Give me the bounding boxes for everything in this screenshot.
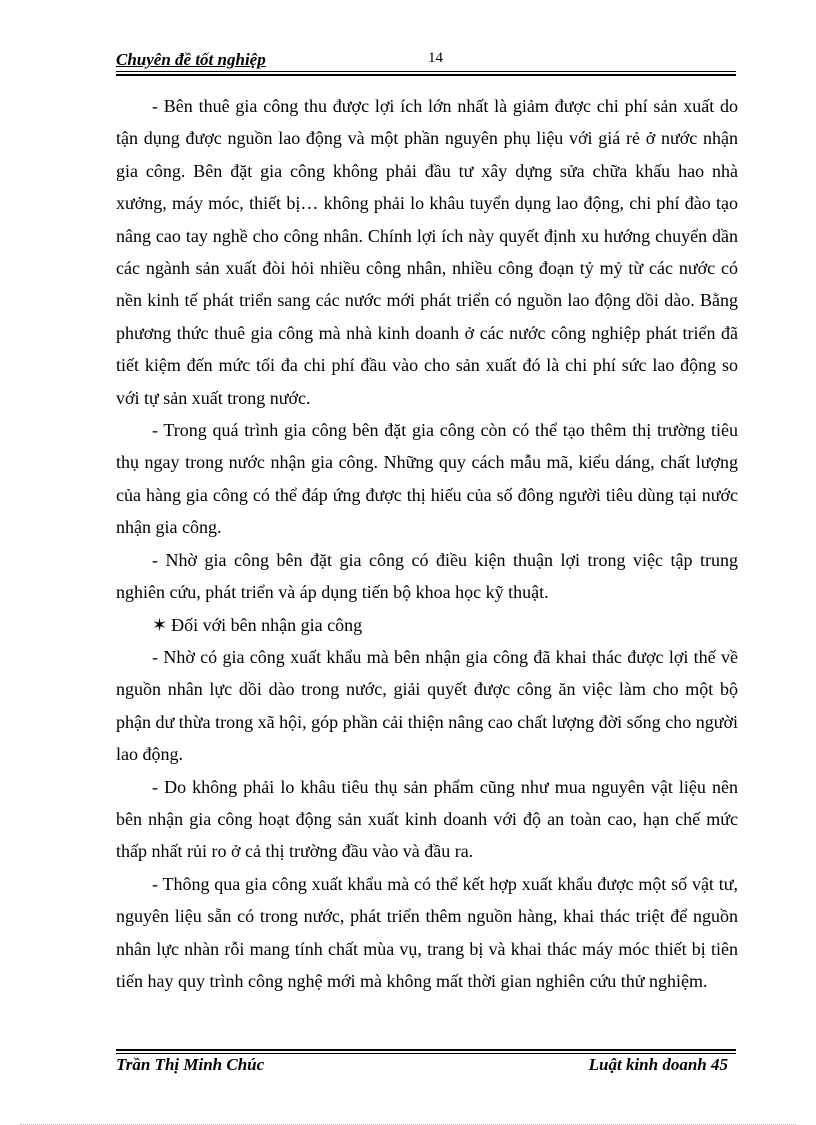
header-rule-thick <box>116 74 736 76</box>
paragraph: - Trong quá trình gia công bên đặt gia công còn có thể tạo thêm thị trường tiêu thụ ngay trong nước nhận gia công. Những quy cách mẫu mã, kiểu dáng, chất lượng của hàng gia công có thể đáp ứng được thị hiếu của số đông người tiêu dùng tại nước nhận gia công. <box>116 420 738 538</box>
footer-author: Trần Thị Minh Chúc <box>116 1055 265 1074</box>
paragraph: - Nhờ có gia công xuất khẩu mà bên nhận gia công đã khai thác được lợi thế về nguồn nhân lực dồi dào trong nước, giải quyết được công ăn việc làm cho một bộ phận dư thừa trong xã hội, góp phần cải thiện nâng cao chất lượng đời sống cho người lao động. <box>116 646 738 765</box>
page-header <box>116 46 736 72</box>
paragraph: - Thông qua gia công xuất khẩu mà có thể kết hợp xuất khẩu được một số vật tư, nguyên liệu sẵn có trong nước, phát triển thêm nguồn hàng, khai thác triệt để nguồn nhân lực nhàn rỗi mang tính chất mùa vụ, trang bị và khai thác máy móc thiết bị tiên tiến hay quy trình công nghệ mới mà không mất thời gian nghiên cứu thử nghiệm. <box>116 873 738 991</box>
paragraph: - Nhờ gia công bên đặt gia công có điều kiện thuận lợi trong việc tập trung nghiên cứu, phát triển và áp dụng tiến bộ khoa học kỹ thuật. <box>116 549 738 603</box>
paragraph: - Bên thuê gia công thu được lợi ích lớn nhất là giảm được chi phí sản xuất do tận dụng được nguồn lao động và một phần nguyên phụ liệu với giá rẻ ở nước nhận gia công. Bên đặt gia công không phải đầu tư xây dựng sửa chữa khấu hao nhà xưởng, máy móc, thiết bị… không phải lo khâu tuyển dụng lao động, chi phí đào tạo nâng cao tay nghề cho công nhân. Chính lợi ích này quyết định xu hướng chuyển dần các ngành sản xuất đòi hỏi nhiều công nhân, nhiều công đoạn tỷ mỷ từ các nước có nền kinh tế phát triển sang các nước mới phát triển có nguồn lao động dồi dào. Bằng phương thức thuê gia công mà nhà kinh doanh ở các nước công nghiệp phát triển đã tiết kiệm đến mức tối đa chi phí đầu vào cho sản xuất đó là chi phí sức lao động so với tự sản xuất trong nước. <box>116 96 738 408</box>
document-title: Chuyên đề tốt nghiệp <box>116 50 266 69</box>
page-number: 14 <box>428 50 443 66</box>
page-footer <box>116 1055 736 1079</box>
header-rule-thin <box>116 71 736 72</box>
star-bullet-icon: ✶ <box>152 614 168 635</box>
section-heading-text: Đối với bên nhận gia công <box>171 614 363 635</box>
footer-class: Luật kinh doanh 45 <box>588 1055 728 1074</box>
paragraph: - Do không phải lo khâu tiêu thụ sản phẩm cũng như mua nguyên vật liệu nên bên nhận gia công hoạt động sản xuất kinh doanh với độ an toàn cao, hạn chế mức thấp nhất rủi ro ở cả thị trường đầu vào và đầu ra. <box>116 776 738 862</box>
page-body <box>116 90 738 997</box>
footer-rule-thin <box>116 1053 736 1054</box>
section-heading <box>116 609 738 641</box>
footer-rule-thick <box>116 1049 736 1051</box>
